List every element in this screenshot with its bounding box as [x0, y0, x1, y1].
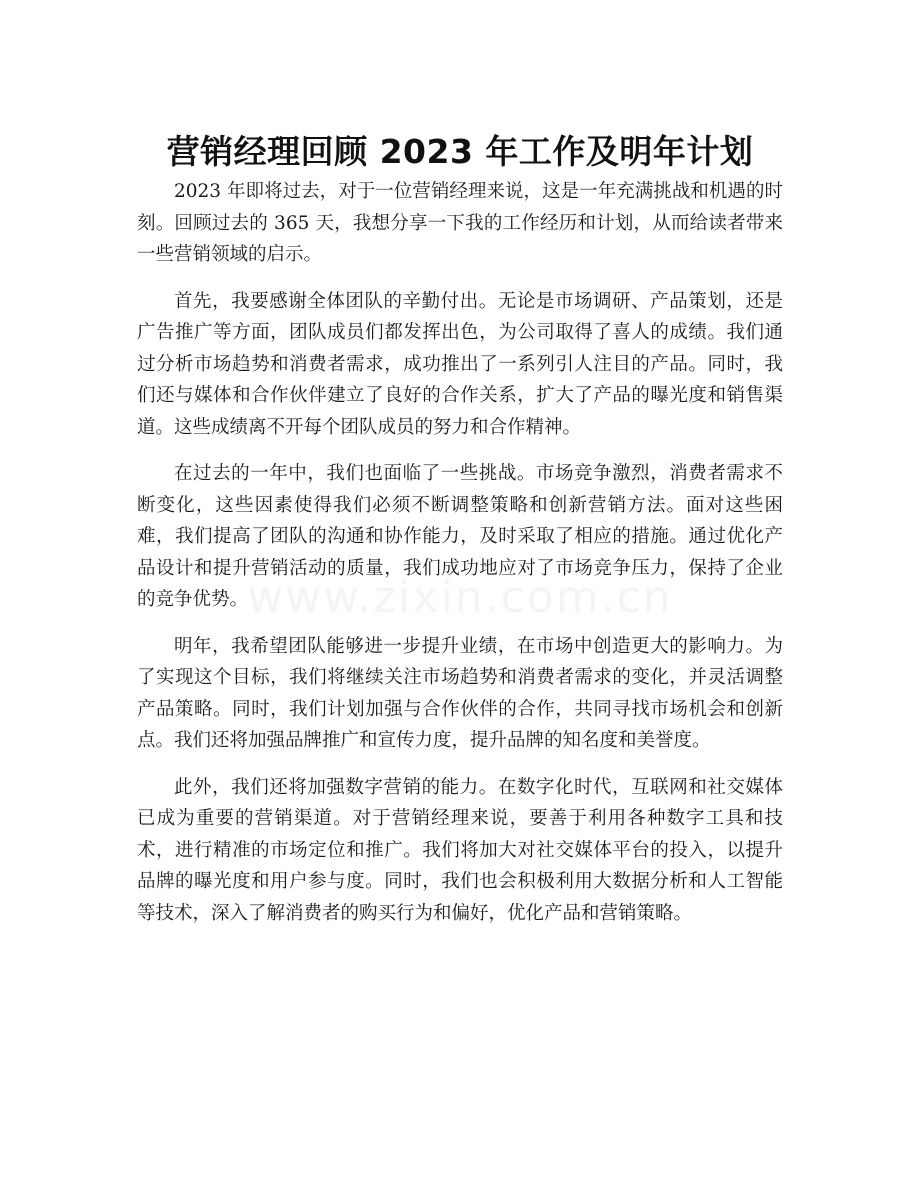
- paragraph: 在过去的一年中，我们也面临了一些挑战。市场竞争激烈，消费者需求不断变化，这些因素使得我们必须不断调整策略和创新营销方法。面对这些困难，我们提高了团队的沟通和协作能力，及时采取了相应的措施。通过优化产品设计和提升营销活动的质量，我们成功地应对了市场竞争压力，保持了企业的竞争优势。: [137, 463, 783, 610]
- paragraph: 首先，我要感谢全体团队的辛勤付出。无论是市场调研、产品策划，还是广告推广等方面，团队成员们都发挥出色，为公司取得了喜人的成绩。我们通过分析市场趋势和消费者需求，成功推出了一系列引人注目的产品。同时，我们还与媒体和合作伙伴建立了良好的合作关系，扩大了产品的曝光度和销售渠道。这些成绩离不开每个团队成员的努力和合作精神。: [137, 290, 783, 438]
- document-body: [137, 176, 783, 944]
- paragraph: 明年，我希望团队能够进一步提升业绩，在市场中创造更大的影响力。为了实现这个目标，我们将继续关注市场趋势和消费者需求的变化，并灵活调整产品策略。同时，我们计划加强与合作伙伴的合作，共同寻找市场机会和创新点。我们还将加强品牌推广和宣传力度，提升品牌的知名度和美誉度。: [137, 635, 783, 751]
- paragraph: 2023 年即将过去，对于一位营销经理来说，这是一年充满挑战和机遇的时刻。回顾过去的 365 天，我想分享一下我的工作经历和计划，从而给读者带来一些营销领域的启示。: [137, 181, 783, 265]
- paragraph: 此外，我们还将加强数字营销的能力。在数字化时代，互联网和社交媒体已成为重要的营销渠道。对于营销经理来说，要善于利用各种数字工具和技术，进行精准的市场定位和推广。我们将加大对社交媒体平台的投入，以提升品牌的曝光度和用户参与度。同时，我们也会积极利用大数据分析和人工智能等技术，深入了解消费者的购买行为和偏好，优化产品和营销策略。: [137, 776, 783, 924]
- page-title: 营销经理回顾 2023 年工作及明年计划: [166, 132, 754, 172]
